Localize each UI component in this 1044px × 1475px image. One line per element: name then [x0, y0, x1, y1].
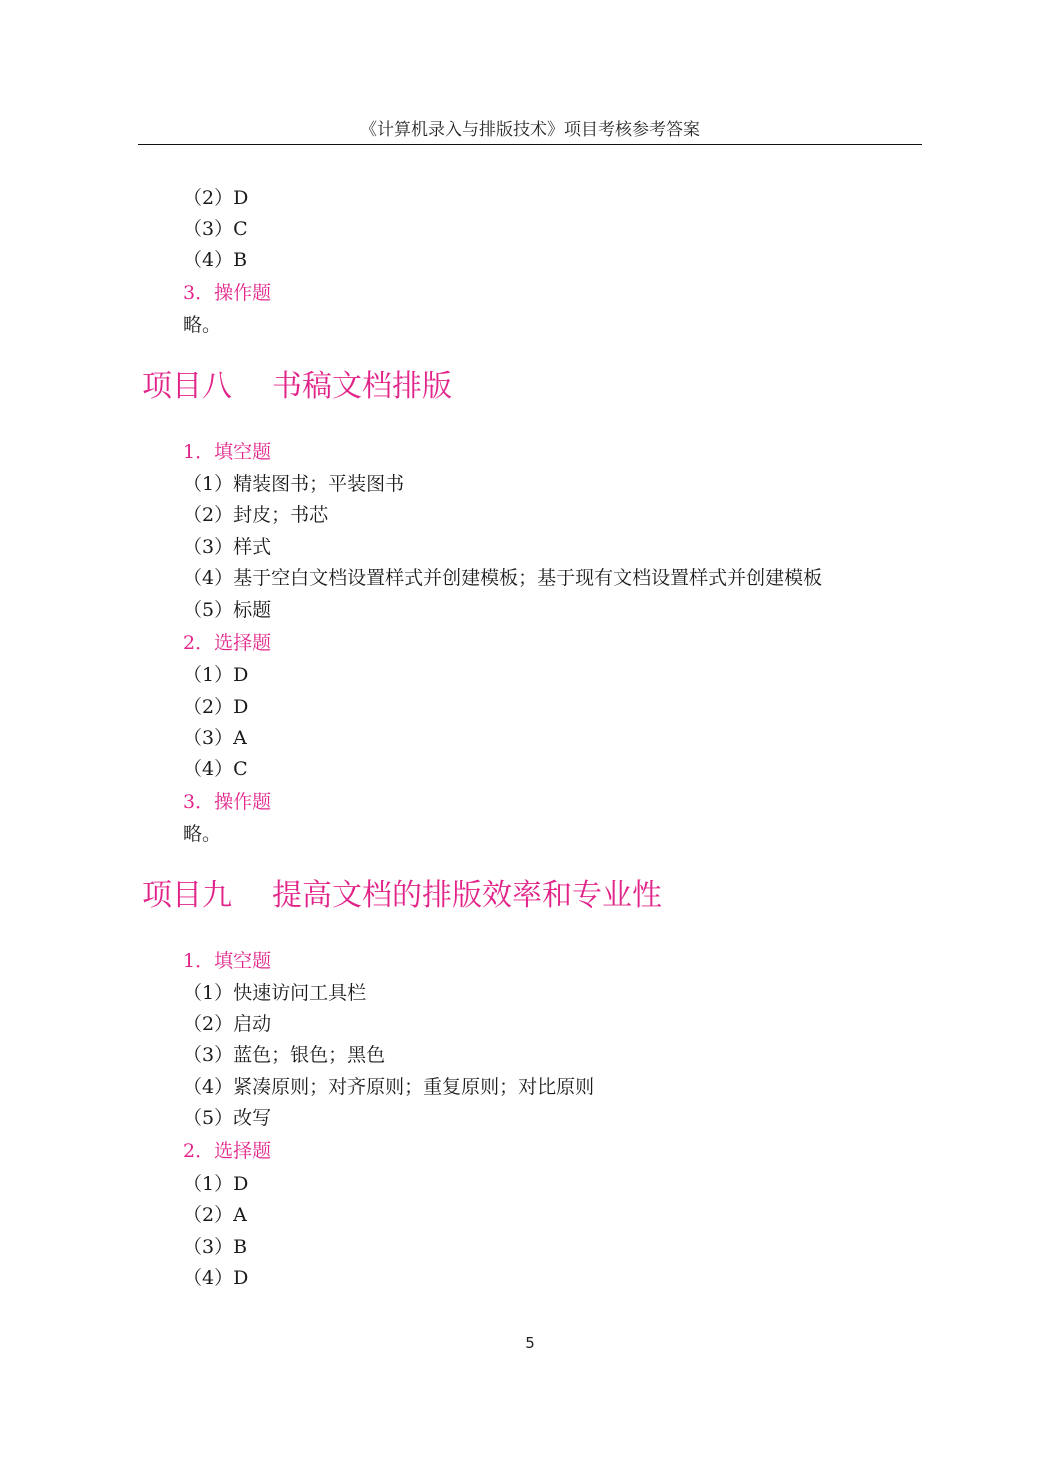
- project-number: 项目九: [142, 878, 232, 913]
- answer-line: （4）D: [183, 1267, 249, 1289]
- operation-answer: 略。: [183, 823, 222, 845]
- answer-line: （2）D: [183, 187, 249, 209]
- answer-line: （3）样式: [183, 536, 272, 558]
- answer-line: （2）A: [183, 1204, 247, 1226]
- answer-line: （1）快速访问工具栏: [183, 982, 367, 1004]
- answer-line: （1）D: [183, 664, 249, 686]
- answer-line: （2）D: [183, 696, 249, 718]
- project-title: [142, 369, 452, 405]
- operation-heading: 3．操作题: [183, 791, 272, 813]
- answer-line: （2）启动: [183, 1013, 272, 1035]
- fill-heading: 1．填空题: [183, 441, 272, 463]
- operation-heading: 3．操作题: [183, 282, 272, 304]
- operation-answer: 略。: [183, 314, 222, 336]
- answer-line: （2）封皮；书芯: [183, 504, 329, 526]
- answer-line: （5）改写: [183, 1107, 272, 1129]
- answer-line: （5）标题: [183, 599, 272, 621]
- answer-line: （3）A: [183, 727, 247, 749]
- header-rule: [138, 144, 922, 145]
- answer-line: （4）基于空白文档设置样式并创建模板；基于现有文档设置样式并创建模板: [183, 567, 823, 589]
- answer-line: （1）精装图书；平装图书: [183, 473, 405, 495]
- answer-line: （3）B: [183, 1236, 248, 1258]
- answer-line: （4）紧凑原则；对齐原则；重复原则；对比原则: [183, 1076, 595, 1098]
- answer-line: （4）C: [183, 758, 248, 780]
- project-name: 书稿文档排版: [272, 369, 452, 404]
- page-header-title: 《计算机录入与排版技术》项目考核参考答案: [360, 120, 700, 140]
- choice-heading: 2．选择题: [183, 1140, 272, 1162]
- project-title: [142, 878, 662, 914]
- answer-line: （1）D: [183, 1173, 249, 1195]
- page-number: 5: [525, 1334, 535, 1352]
- fill-heading: 1．填空题: [183, 950, 272, 972]
- project-number: 项目八: [142, 369, 232, 404]
- answer-line: （3）C: [183, 218, 248, 240]
- answer-line: （4）B: [183, 249, 248, 271]
- project-name: 提高文档的排版效率和专业性: [272, 878, 662, 913]
- answer-line: （3）蓝色；银色；黑色: [183, 1044, 386, 1066]
- choice-heading: 2．选择题: [183, 632, 272, 654]
